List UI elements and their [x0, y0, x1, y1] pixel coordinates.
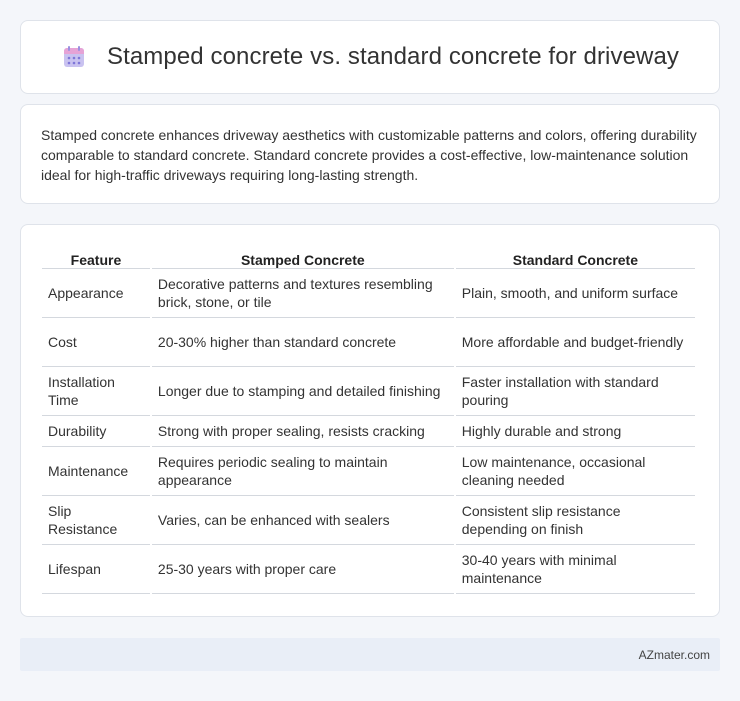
header-stamped-concrete: Stamped Concrete	[152, 245, 454, 269]
cell-standard: More affordable and budget-friendly	[456, 318, 695, 367]
cell-standard: Consistent slip resistance depending on finish	[456, 496, 695, 545]
title-card	[20, 20, 720, 94]
cell-standard: Highly durable and strong	[456, 416, 695, 447]
table-row	[42, 269, 695, 318]
cell-standard: Low maintenance, occasional cleaning needed	[456, 447, 695, 496]
cell-standard: Plain, smooth, and uniform surface	[456, 269, 695, 318]
footer-brand: AZmater.com	[638, 647, 710, 662]
header-feature: Feature	[42, 245, 150, 269]
cell-stamped: Longer due to stamping and detailed finishing	[152, 367, 454, 416]
cell-feature: Lifespan	[42, 545, 150, 594]
cell-standard: 30-40 years with minimal maintenance	[456, 545, 695, 594]
cell-stamped: Requires periodic sealing to maintain appearance	[152, 447, 454, 496]
table-row	[42, 545, 695, 594]
cell-stamped: Varies, can be enhanced with sealers	[152, 496, 454, 545]
cell-feature: Maintenance	[42, 447, 150, 496]
cell-stamped: Decorative patterns and textures resembling brick, stone, or tile	[152, 269, 454, 318]
cell-feature: Installation Time	[42, 367, 150, 416]
footer	[20, 638, 720, 671]
page-title: Stamped concrete vs. standard concrete for driveway	[106, 43, 680, 70]
cell-stamped: Strong with proper sealing, resists cracking	[152, 416, 454, 447]
cell-standard: Faster installation with standard pouring	[456, 367, 695, 416]
cell-stamped: 25-30 years with proper care	[152, 545, 454, 594]
header-standard-concrete: Standard Concrete	[456, 245, 695, 269]
table-row	[42, 496, 695, 545]
cell-feature: Slip Resistance	[42, 496, 150, 545]
table-row	[42, 447, 695, 496]
cell-stamped: 20-30% higher than standard concrete	[152, 318, 454, 367]
description-text: Stamped concrete enhances driveway aesthetics with customizable patterns and colors, offering durability comparable to standard concrete. Standard concrete provides a cost-effective, low-maintenance solution ideal for high-traffic driveways requiring long-lasting strength.	[41, 127, 697, 183]
comparison-table	[40, 245, 697, 594]
table-row	[42, 416, 695, 447]
table-row	[42, 318, 695, 367]
cell-feature: Cost	[42, 318, 150, 367]
cell-feature: Durability	[42, 416, 150, 447]
calendar-icon	[61, 44, 87, 70]
cell-feature: Appearance	[42, 269, 150, 318]
comparison-table-card	[20, 224, 720, 617]
table-header-row	[42, 245, 695, 269]
description-card	[20, 104, 720, 204]
table-row	[42, 367, 695, 416]
